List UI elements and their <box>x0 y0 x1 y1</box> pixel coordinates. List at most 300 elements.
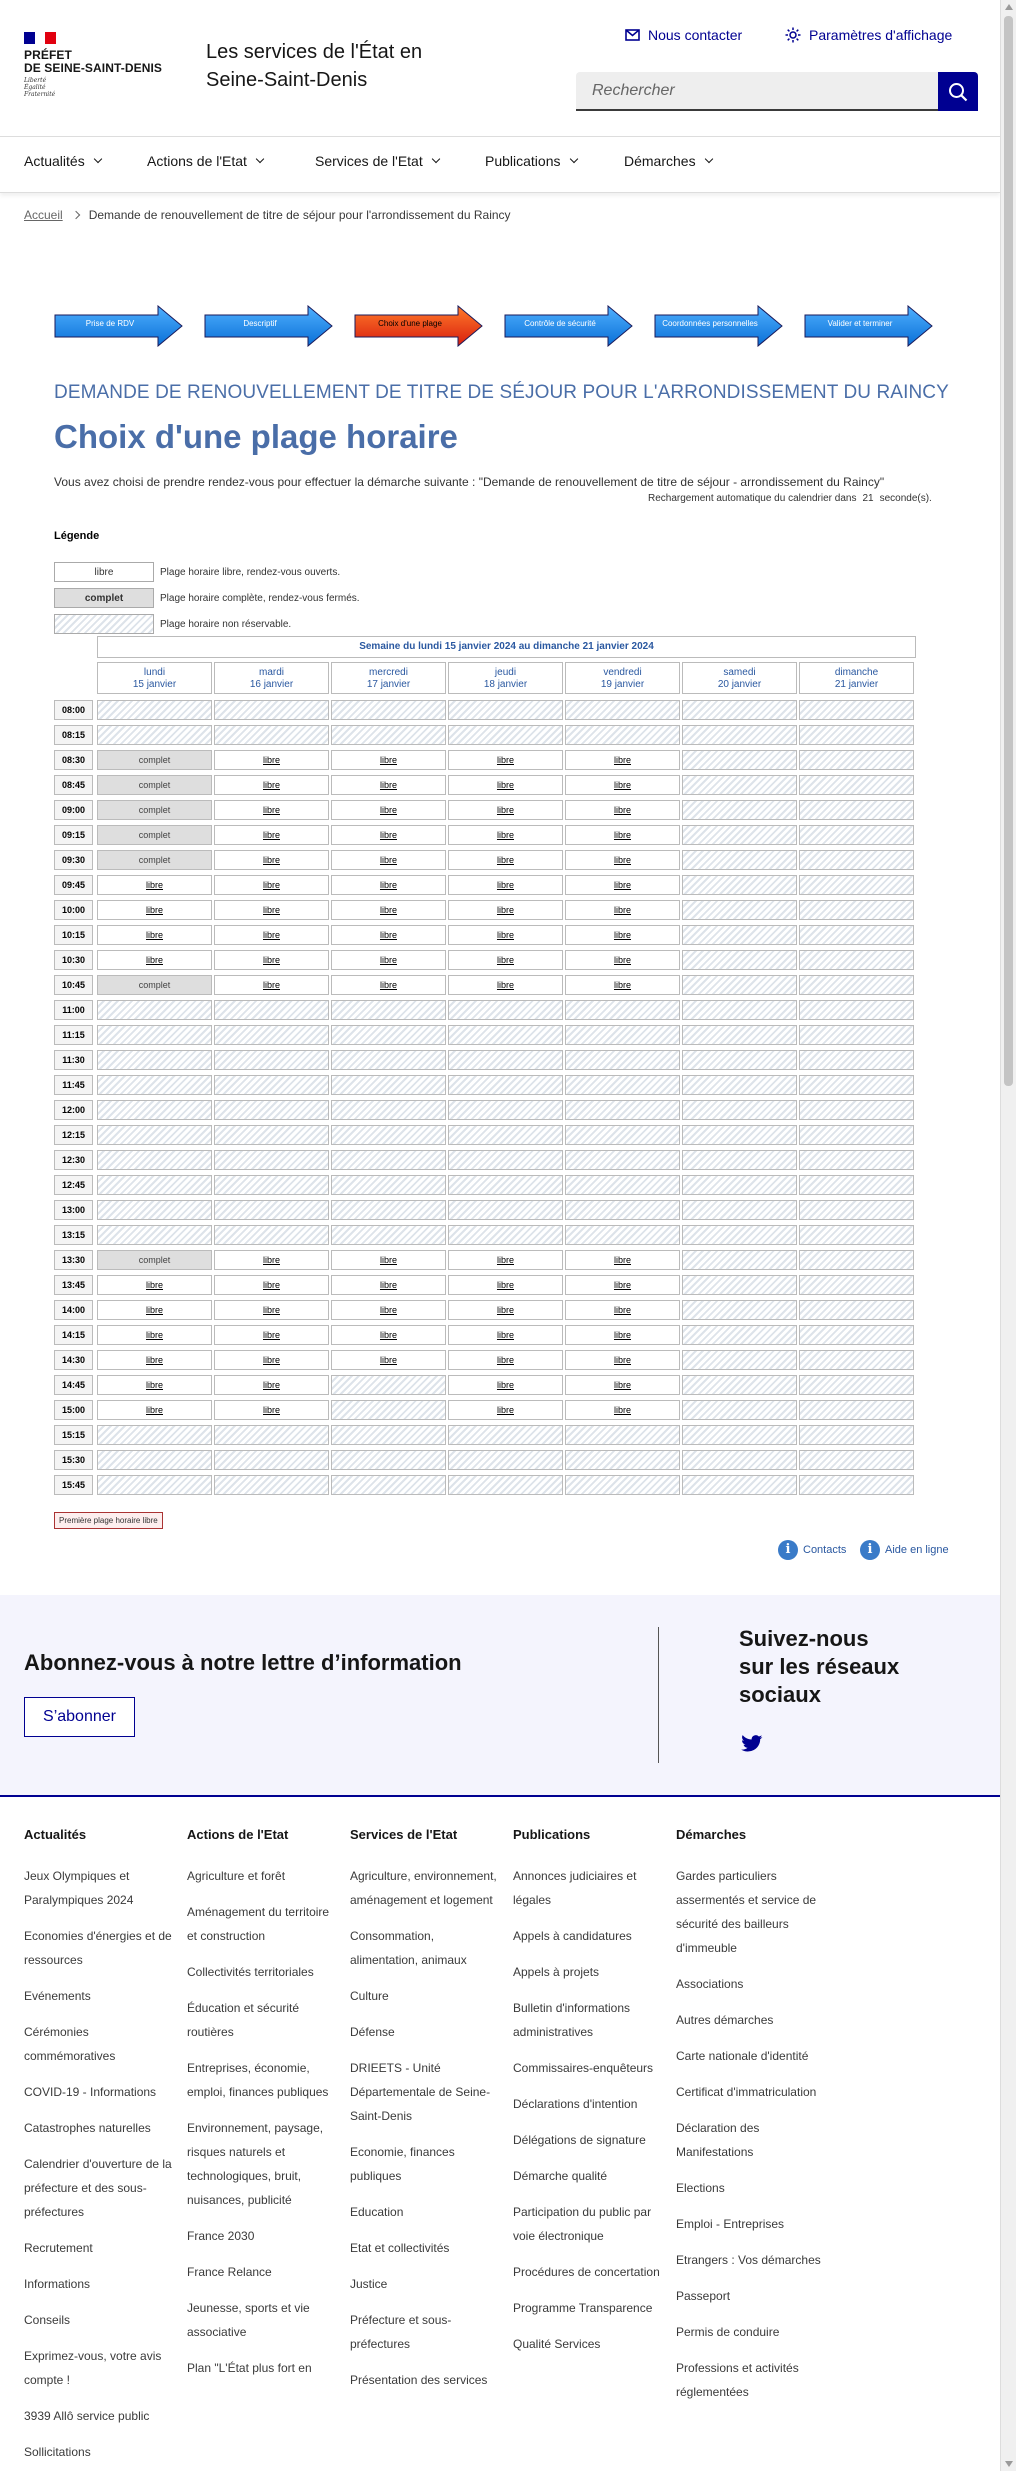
slot-free-link[interactable]: libre <box>214 1300 329 1320</box>
slot-free-link[interactable]: libre <box>448 875 563 895</box>
footer-column <box>24 1827 174 2471</box>
slot-free-link[interactable]: libre <box>565 925 680 945</box>
slot-not-reservable <box>682 1175 797 1195</box>
slot-not-reservable <box>331 1100 446 1120</box>
step-4 <box>504 305 634 347</box>
slot-free-link[interactable]: libre <box>331 800 446 820</box>
slot-free-link[interactable]: libre <box>214 950 329 970</box>
slot-free-link[interactable]: libre <box>331 925 446 945</box>
slot-free-link[interactable]: libre <box>331 850 446 870</box>
slot-free-link[interactable]: libre <box>214 975 329 995</box>
scrollbar-thumb[interactable] <box>1004 16 1013 1086</box>
footer-link[interactable]: Certificat d'immatriculation <box>676 2085 817 2099</box>
day-date: 16 janvier <box>249 679 294 690</box>
slot-free-link[interactable]: libre <box>331 775 446 795</box>
contact-link[interactable] <box>625 27 742 43</box>
footer-link[interactable]: Professions et activités réglementées <box>676 2361 799 2399</box>
footer-column-title[interactable]: Actions de l'Etat <box>187 1827 289 1842</box>
slot-not-reservable <box>214 1000 329 1020</box>
slot-free-link[interactable]: libre <box>448 1350 563 1370</box>
slot-free-link[interactable]: libre <box>97 1325 212 1345</box>
footer-column <box>350 1827 500 2404</box>
footer-link[interactable]: Défense <box>350 2025 395 2039</box>
slot-free-link[interactable]: libre <box>565 825 680 845</box>
slot-free-link[interactable]: libre <box>214 925 329 945</box>
slot-not-reservable <box>565 1175 680 1195</box>
footer-link[interactable]: Annonces judiciaires et légales <box>513 1869 637 1907</box>
info-icon: i <box>860 1540 880 1560</box>
slot-free-link[interactable]: libre <box>97 900 212 920</box>
slot-free-link[interactable]: libre <box>448 975 563 995</box>
slot-not-reservable <box>799 1075 914 1095</box>
slot-not-reservable <box>565 1475 680 1495</box>
nav-label: Démarches <box>624 153 696 169</box>
slot-not-reservable <box>682 925 797 945</box>
slot-not-reservable <box>682 950 797 970</box>
footer-link[interactable]: Conseils <box>24 2313 71 2327</box>
nav-item-services[interactable] <box>315 153 439 169</box>
slot-not-reservable <box>331 1425 446 1445</box>
slot-not-reservable <box>682 750 797 770</box>
slot-free-link[interactable]: libre <box>214 800 329 820</box>
footer-link[interactable]: Entreprises, économie, emploi, finances publiques <box>187 2061 329 2099</box>
footer-link[interactable]: COVID-19 - Informations <box>24 2085 157 2099</box>
footer-column-title[interactable]: Démarches <box>676 1827 747 1842</box>
step-label: Prise de RDV <box>85 319 135 328</box>
slot-not-reservable <box>97 1075 212 1095</box>
slot-not-reservable <box>799 1275 914 1295</box>
day-header <box>214 662 329 694</box>
slot-not-reservable <box>565 1150 680 1170</box>
slot-not-reservable <box>799 825 914 845</box>
slot-free-link[interactable]: libre <box>565 1400 680 1420</box>
slot-not-reservable <box>682 775 797 795</box>
slot-not-reservable <box>565 725 680 745</box>
slot-free-link[interactable]: libre <box>97 875 212 895</box>
slot-not-reservable <box>214 1100 329 1120</box>
footer-link[interactable]: Déclaration des Manifestations <box>676 2121 760 2159</box>
footer-link[interactable]: Economies d'énergies et de ressources <box>24 1929 172 1967</box>
slot-not-reservable <box>448 725 563 745</box>
footer-link[interactable]: Sollicitations <box>24 2445 91 2459</box>
slot-not-reservable <box>214 1475 329 1495</box>
slot-free-link[interactable]: libre <box>97 1275 212 1295</box>
reload-before: Rechargement automatique du calendrier dans <box>648 493 857 504</box>
slot-free-link[interactable]: libre <box>214 1325 329 1345</box>
slot-not-reservable <box>97 1000 212 1020</box>
slot-free-link[interactable]: libre <box>214 1275 329 1295</box>
slot-not-reservable <box>331 1175 446 1195</box>
time-label: 08:00 <box>54 700 93 720</box>
slot-not-reservable <box>214 1200 329 1220</box>
slot-free-link[interactable]: libre <box>565 1375 680 1395</box>
footer-link[interactable]: Procédures de concertation <box>513 2265 660 2279</box>
time-label: 15:00 <box>54 1400 93 1420</box>
slot-free-link[interactable]: libre <box>331 825 446 845</box>
footer-link[interactable]: Programme Transparence <box>513 2301 653 2315</box>
online-help-link[interactable] <box>860 1540 949 1560</box>
legend-full-text: Plage horaire complète, rendez-vous fermés. <box>160 592 360 604</box>
prefet-logo-text[interactable]: PRÉFET DE SEINE-SAINT-DENIS <box>24 48 163 75</box>
slot-free-link[interactable]: libre <box>565 1250 680 1270</box>
slot-not-reservable <box>565 1200 680 1220</box>
slot-free-link[interactable]: libre <box>214 1250 329 1270</box>
step-2 <box>204 305 334 347</box>
time-label: 09:15 <box>54 825 93 845</box>
day-header <box>448 662 563 694</box>
footer-link[interactable]: Aménagement du territoire et construction <box>187 1905 330 1943</box>
slot-not-reservable <box>97 1425 212 1445</box>
slot-free-link[interactable]: libre <box>565 1275 680 1295</box>
time-label: 08:45 <box>54 775 93 795</box>
contacts-label: Contacts <box>803 1544 847 1556</box>
slot-free-link[interactable]: libre <box>448 1250 563 1270</box>
slot-free-link[interactable]: libre <box>565 1350 680 1370</box>
slot-free-link[interactable]: libre <box>448 775 563 795</box>
slot-free-link[interactable]: libre <box>214 1375 329 1395</box>
slot-free-link[interactable]: libre <box>565 775 680 795</box>
slot-not-reservable <box>682 800 797 820</box>
footer-link[interactable]: Carte nationale d'identité <box>676 2049 809 2063</box>
legend-nr-box <box>54 614 154 634</box>
slot-free-link[interactable]: libre <box>331 1325 446 1345</box>
slot-free-link[interactable]: libre <box>448 825 563 845</box>
footer-link[interactable]: Agriculture, environnement, aménagement et logement <box>350 1869 497 1907</box>
step-label: Valider et terminer <box>827 319 893 328</box>
first-free-slot-button[interactable]: Première plage horaire libre <box>54 1512 163 1529</box>
slot-not-reservable <box>682 1025 797 1045</box>
day-header <box>565 662 680 694</box>
slot-not-reservable <box>799 1200 914 1220</box>
slot-free-link[interactable]: libre <box>565 875 680 895</box>
footer-link[interactable]: Elections <box>676 2181 725 2195</box>
slot-free-link[interactable]: libre <box>565 800 680 820</box>
slot-full: complet <box>97 800 212 820</box>
slot-not-reservable <box>97 1150 212 1170</box>
slot-not-reservable <box>214 725 329 745</box>
slot-not-reservable <box>214 1075 329 1095</box>
reload-countdown <box>648 493 932 504</box>
footer-link[interactable]: Culture <box>350 1989 389 2003</box>
slot-free-link[interactable]: libre <box>214 875 329 895</box>
nav-label: Actualités <box>24 153 85 169</box>
slot-not-reservable <box>331 1450 446 1470</box>
slot-not-reservable <box>331 1475 446 1495</box>
day-name: dimanche <box>834 667 879 678</box>
footer-link[interactable]: Evénements <box>24 1989 91 2003</box>
slot-free-link[interactable]: libre <box>565 900 680 920</box>
slot-free-link[interactable]: libre <box>97 1375 212 1395</box>
slot-free-link[interactable]: libre <box>448 1400 563 1420</box>
footer-link[interactable]: Education <box>350 2205 404 2219</box>
day-date: 20 janvier <box>717 679 762 690</box>
footer-link[interactable]: Economie, finances publiques <box>350 2145 455 2183</box>
slot-not-reservable <box>682 1250 797 1270</box>
time-label: 15:45 <box>54 1475 93 1495</box>
time-label: 14:15 <box>54 1325 93 1345</box>
breadcrumb-current: Demande de renouvellement de titre de séjour pour l'arrondissement du Raincy <box>88 208 511 222</box>
contacts-link[interactable] <box>778 1540 846 1560</box>
legend-title: Légende <box>54 530 100 542</box>
slot-not-reservable <box>682 1400 797 1420</box>
slot-free-link[interactable]: libre <box>214 900 329 920</box>
page-scrollbar[interactable] <box>1000 0 1016 2471</box>
slot-not-reservable <box>799 1400 914 1420</box>
footer-link[interactable]: Présentation des services <box>350 2373 488 2387</box>
republic-flag-icon <box>24 32 56 44</box>
day-date: 21 janvier <box>834 679 879 690</box>
site-header <box>0 0 1000 137</box>
slot-free-link[interactable]: libre <box>448 850 563 870</box>
time-label: 11:00 <box>54 1000 93 1020</box>
breadcrumb-home[interactable]: Accueil <box>24 208 63 222</box>
newsletter-divider <box>658 1627 659 1763</box>
footer-link[interactable]: Catastrophes naturelles <box>24 2121 151 2135</box>
slot-not-reservable <box>97 1100 212 1120</box>
footer-link[interactable]: Autres démarches <box>676 2013 774 2027</box>
slot-not-reservable <box>682 1125 797 1145</box>
footer-link[interactable]: Démarche qualité <box>513 2169 608 2183</box>
slot-free-link[interactable]: libre <box>331 1300 446 1320</box>
slot-not-reservable <box>331 1150 446 1170</box>
footer-link[interactable]: Recrutement <box>24 2241 93 2255</box>
slot-free-link[interactable]: libre <box>565 1325 680 1345</box>
slot-free-link[interactable]: libre <box>331 1350 446 1370</box>
slot-free-link[interactable]: libre <box>214 850 329 870</box>
footer-link[interactable]: Informations <box>24 2277 91 2291</box>
slot-not-reservable <box>97 725 212 745</box>
slot-not-reservable <box>448 1425 563 1445</box>
footer-link[interactable]: France 2030 <box>187 2229 255 2243</box>
time-label: 15:30 <box>54 1450 93 1470</box>
slot-not-reservable <box>682 1450 797 1470</box>
nav-item-demarches[interactable] <box>624 153 712 169</box>
footer-link[interactable]: Appels à projets <box>513 1965 600 1979</box>
footer-link[interactable]: Associations <box>676 1977 744 1991</box>
footer-link[interactable]: Calendrier d'ouverture de la préfecture et des sous-préfectures <box>24 2157 172 2219</box>
slot-free-link[interactable]: libre <box>565 1300 680 1320</box>
slot-free-link[interactable]: libre <box>97 1350 212 1370</box>
site-title[interactable]: Les services de l'État en Seine-Saint-Denis <box>206 41 423 91</box>
footer-link[interactable]: Plan "L'État plus fort en <box>187 2361 312 2375</box>
breadcrumb <box>24 208 511 222</box>
slot-not-reservable <box>448 1000 563 1020</box>
slot-full: complet <box>97 775 212 795</box>
scroll-down-arrow-icon[interactable] <box>1005 2461 1013 2467</box>
footer-column-title[interactable]: Actualités <box>24 1827 87 1842</box>
day-header <box>799 662 914 694</box>
footer-link[interactable]: Permis de conduire <box>676 2325 780 2339</box>
chevron-down-icon <box>256 155 264 163</box>
footer-link[interactable]: Environnement, paysage, risques naturels et technologiques, bruit, nuisances, publicité <box>187 2121 324 2207</box>
slot-free-link[interactable]: libre <box>448 1300 563 1320</box>
footer-link[interactable]: Cérémonies commémoratives <box>24 2025 116 2063</box>
slot-not-reservable <box>799 1175 914 1195</box>
slot-free-link[interactable]: libre <box>448 800 563 820</box>
legend-nr-text: Plage horaire non réservable. <box>160 618 292 630</box>
footer-link[interactable]: Jeunesse, sports et vie associative <box>187 2301 310 2339</box>
slot-free-link[interactable]: libre <box>565 850 680 870</box>
step-6 <box>804 305 934 347</box>
search-input[interactable]: Rechercher <box>576 72 938 111</box>
slot-free-link[interactable]: libre <box>331 950 446 970</box>
time-label: 10:00 <box>54 900 93 920</box>
legend-free <box>54 562 340 582</box>
slot-free-link[interactable]: libre <box>448 925 563 945</box>
slot-not-reservable <box>682 700 797 720</box>
slot-not-reservable <box>799 875 914 895</box>
slot-free-link[interactable]: libre <box>448 1325 563 1345</box>
footer-link[interactable]: Passeport <box>676 2289 731 2303</box>
scroll-up-arrow-icon[interactable] <box>1005 4 1013 10</box>
slot-not-reservable <box>799 775 914 795</box>
chevron-right-icon <box>71 211 79 219</box>
info-icon: i <box>778 1540 798 1560</box>
footer-link[interactable]: France Relance <box>187 2265 272 2279</box>
day-header <box>682 662 797 694</box>
time-label: 09:30 <box>54 850 93 870</box>
footer-link[interactable]: Justice <box>350 2277 388 2291</box>
footer-link[interactable]: Jeux Olympiques et Paralympiques 2024 <box>24 1869 134 1907</box>
slot-not-reservable <box>331 1000 446 1020</box>
slot-not-reservable <box>799 1325 914 1345</box>
slot-free-link[interactable]: libre <box>97 925 212 945</box>
chevron-down-icon <box>431 155 439 163</box>
slot-free-link[interactable]: libre <box>565 750 680 770</box>
nav-item-actualites[interactable] <box>24 153 101 169</box>
slot-free-link[interactable]: libre <box>448 900 563 920</box>
republic-motto: Liberté Égalité Fraternité <box>24 77 56 98</box>
slot-not-reservable <box>331 700 446 720</box>
footer-link[interactable]: Consommation, alimentation, animaux <box>350 1929 467 1967</box>
slot-not-reservable <box>565 1225 680 1245</box>
slot-not-reservable <box>331 1050 446 1070</box>
slot-not-reservable <box>682 1150 797 1170</box>
footer-link[interactable]: Éducation et sécurité routières <box>187 2001 300 2039</box>
search-button[interactable] <box>938 72 978 111</box>
slot-free-link[interactable]: libre <box>331 1250 446 1270</box>
slot-not-reservable <box>214 1150 329 1170</box>
display-settings-link[interactable] <box>785 27 952 43</box>
footer-link[interactable]: Commissaires-enquêteurs <box>513 2061 654 2075</box>
time-label: 15:15 <box>54 1425 93 1445</box>
slot-free-link[interactable]: libre <box>448 1375 563 1395</box>
slot-free-link[interactable]: libre <box>214 1350 329 1370</box>
day-name: mardi <box>258 667 284 678</box>
day-header <box>331 662 446 694</box>
slot-free-link[interactable]: libre <box>97 1300 212 1320</box>
slot-free-link[interactable]: libre <box>565 950 680 970</box>
nav-item-actions[interactable] <box>147 153 263 169</box>
slot-free-link[interactable]: libre <box>214 750 329 770</box>
slot-full: complet <box>97 825 212 845</box>
step-3 <box>354 305 484 347</box>
slot-not-reservable <box>799 1300 914 1320</box>
slot-free-link[interactable]: libre <box>331 750 446 770</box>
footer-link[interactable]: Délégations de signature <box>513 2133 646 2147</box>
nav-item-publications[interactable] <box>485 153 577 169</box>
slot-free-link[interactable]: libre <box>214 825 329 845</box>
slot-free-link[interactable]: libre <box>565 975 680 995</box>
slot-free-link[interactable]: libre <box>331 875 446 895</box>
footer-column-title[interactable]: Services de l'Etat <box>350 1827 458 1842</box>
step-1 <box>54 305 184 347</box>
slot-free-link[interactable]: libre <box>97 950 212 970</box>
slot-not-reservable <box>97 1450 212 1470</box>
slot-free-link[interactable]: libre <box>214 775 329 795</box>
slot-not-reservable <box>565 1450 680 1470</box>
step-label: Descriptif <box>243 319 277 328</box>
twitter-icon[interactable] <box>741 1735 763 1753</box>
footer-column-title[interactable]: Publications <box>513 1827 591 1842</box>
footer-link[interactable]: Etrangers : Vos démarches <box>676 2253 821 2267</box>
slot-free-link[interactable]: libre <box>331 975 446 995</box>
slot-not-reservable <box>799 950 914 970</box>
week-title: Semaine du lundi 15 janvier 2024 au dimanche 21 janvier 2024 <box>97 636 916 658</box>
slot-not-reservable <box>97 1475 212 1495</box>
slot-not-reservable <box>682 900 797 920</box>
footer-link[interactable]: Etat et collectivités <box>350 2241 450 2255</box>
slot-free-link[interactable]: libre <box>448 1275 563 1295</box>
footer-link[interactable]: Qualité Services <box>513 2337 601 2351</box>
footer-link[interactable]: DRIEETS - Unité Départementale de Seine-Saint-Denis <box>350 2061 491 2123</box>
slot-not-reservable <box>565 1425 680 1445</box>
slot-not-reservable <box>799 725 914 745</box>
time-label: 12:45 <box>54 1175 93 1195</box>
slot-not-reservable <box>331 1375 446 1395</box>
legend-full-box: complet <box>54 588 154 608</box>
slot-not-reservable <box>799 850 914 870</box>
footer-link[interactable]: Agriculture et forêt <box>187 1869 286 1883</box>
footer-link[interactable]: Gardes particuliers assermentés et service de sécurité des bailleurs d'immeuble <box>676 1869 817 1955</box>
footer-link[interactable]: Participation du public par voie électronique <box>513 2205 652 2243</box>
slot-not-reservable <box>799 1450 914 1470</box>
slot-free-link[interactable]: libre <box>331 1275 446 1295</box>
slot-free-link[interactable]: libre <box>214 1400 329 1420</box>
subscribe-button[interactable]: S’abonner <box>24 1697 135 1737</box>
footer-link[interactable]: Emploi - Entreprises <box>676 2217 785 2231</box>
slot-not-reservable <box>97 1025 212 1045</box>
footer-link[interactable]: Appels à candidatures <box>513 1929 632 1943</box>
slot-free-link[interactable]: libre <box>97 1400 212 1420</box>
slot-not-reservable <box>448 1450 563 1470</box>
nav-label: Publications <box>485 153 561 169</box>
footer-link[interactable]: Collectivités territoriales <box>187 1965 314 1979</box>
slot-not-reservable <box>565 1000 680 1020</box>
slot-not-reservable <box>331 1025 446 1045</box>
footer-column <box>676 1827 826 2416</box>
slot-full: complet <box>97 850 212 870</box>
newsletter-title: Abonnez-vous à notre lettre d’information <box>24 1650 462 1675</box>
slot-free-link[interactable]: libre <box>448 750 563 770</box>
slot-free-link[interactable]: libre <box>448 950 563 970</box>
slot-free-link[interactable]: libre <box>331 900 446 920</box>
footer-link[interactable]: Déclarations d'intention <box>513 2097 638 2111</box>
slot-not-reservable <box>682 875 797 895</box>
footer-link[interactable]: Exprimez-vous, votre avis compte ! <box>24 2349 162 2387</box>
slot-not-reservable <box>682 1225 797 1245</box>
slot-not-reservable <box>799 1250 914 1270</box>
slot-not-reservable <box>682 725 797 745</box>
footer-link[interactable]: Préfecture et sous-préfectures <box>350 2313 452 2351</box>
slot-not-reservable <box>448 700 563 720</box>
footer-link[interactable]: Bulletin d'informations administratives <box>513 2001 631 2039</box>
slot-not-reservable <box>682 1275 797 1295</box>
search-icon <box>948 82 968 102</box>
slot-not-reservable <box>97 1225 212 1245</box>
footer-link[interactable]: 3939 Allô service public <box>24 2409 150 2423</box>
slot-not-reservable <box>799 1150 914 1170</box>
